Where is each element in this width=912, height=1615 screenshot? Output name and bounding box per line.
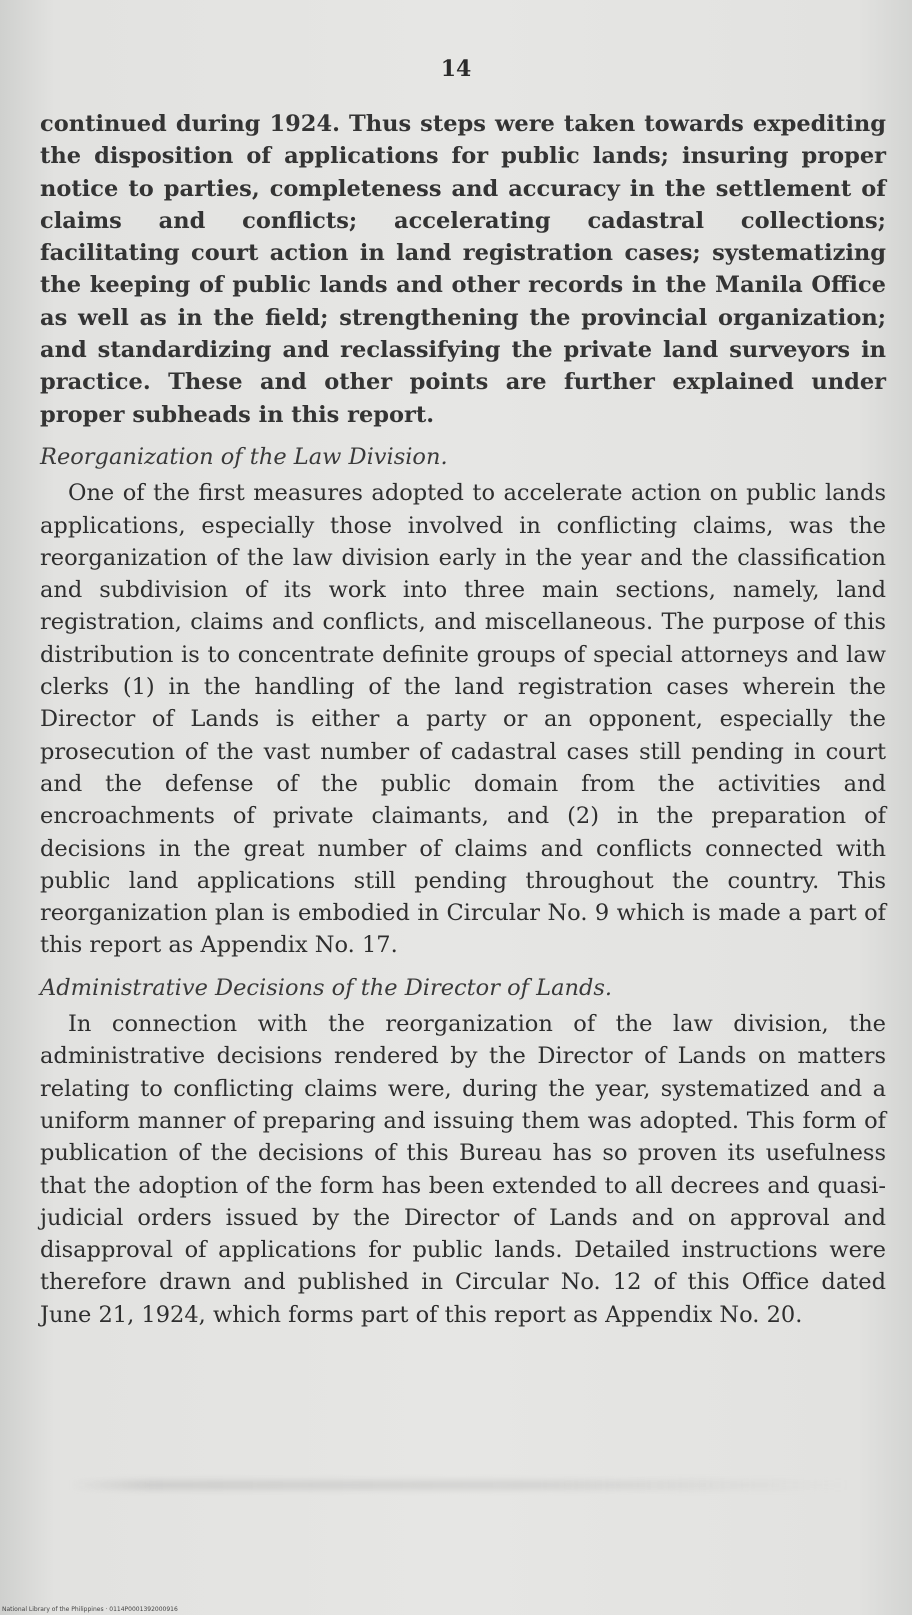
section-heading-administrative-decisions: Administrative Decisions of the Director of Lands. xyxy=(40,974,613,1001)
scan-credit: National Library of the Philippines · 0114P0001392000916 xyxy=(2,1606,178,1613)
document-body xyxy=(40,108,886,1331)
bleed-through-text xyxy=(70,1480,850,1490)
section-body-administrative-decisions: In connection with the reorganization of the law division, the administrative decisions rendered by the Director of Lands on matters relating to conflicting claims were, during the year, systematized and a uniform manner of preparing and issuing them was adopted. This form of publication of the decisions of this Bureau has so proven its usefulness that the adoption of the form has been extended to all decrees and quasi-judicial orders issued by the Director of Lands and on approval and disapproval of applications for public lands. Detailed instructions were therefore drawn and published in Circular No. 12 of this Office dated June 21, 1924, which forms part of this report as Appendix No. 20. xyxy=(40,1011,886,1328)
section-body-law-division: One of the first measures adopted to accelerate action on public lands applications, especially those involved in conflicting claims, was the reorganization of the law division early in the year and the classification and subdivision of its work into three main sections, namely, land registration, claims and conflicts, and miscellaneous. The purpose of this distribution is to concentrate definite groups of special attorneys and law clerks (1) in the handling of the land registration cases wherein the Director of Lands is either a party or an opponent, especially the prosecution of the vast number of cadastral cases still pending in court and the defense of the public domain from the activities and encroachments of private claimants, and (2) in the preparation of decisions in the great number of claims and conflicts connected with public land applications still pending throughout the country. This reorganization plan is embodied in Circular No. 9 which is made a part of this report as Appendix No. 17. xyxy=(40,480,886,959)
intro-paragraph: continued during 1924. Thus steps were taken towards expediting the disposition of applications for public lands; insuring proper notice to parties, completeness and accuracy in the settlement of claims and conflicts; accelerating cadastral collections; facilitating court action in land registration cases; systematizing the keeping of public lands and other records in the Manila Office as well as in the field; strengthening the provincial organization; and standardizing and reclassifying the private land surveyors in practice. These and other points are further explained under proper subheads in this report. xyxy=(40,111,886,428)
section-heading-law-division: Reorganization of the Law Division. xyxy=(40,443,448,470)
page-number: 14 xyxy=(440,56,472,82)
